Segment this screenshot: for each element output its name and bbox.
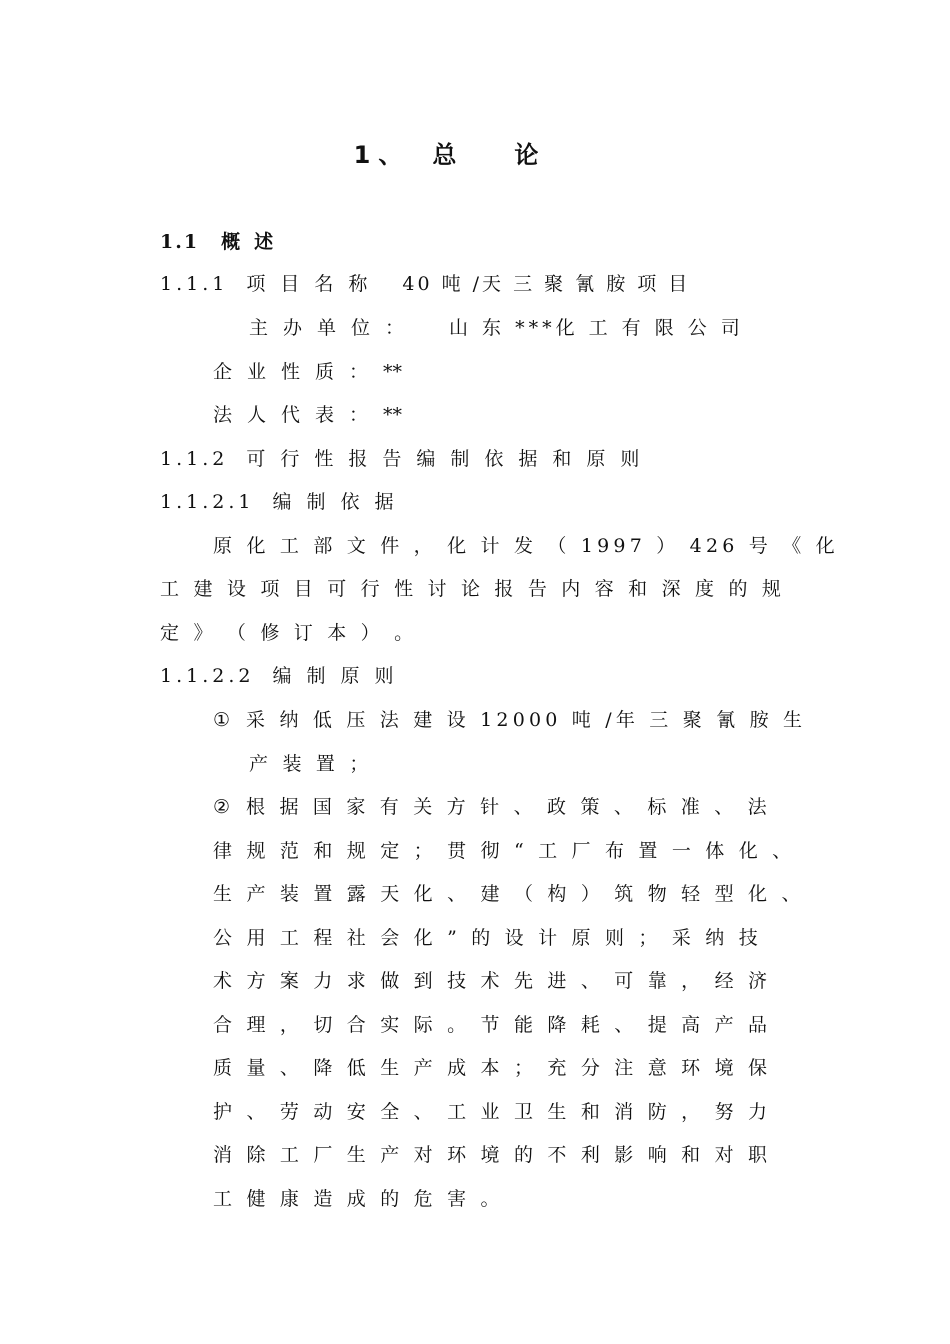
principle-2-line-2: 律 规 范 和 规 定 ； 贯 彻 “ 工 厂 布 置 一 体 化 、	[213, 840, 796, 862]
chapter-title-text: 总论	[432, 141, 597, 169]
principle-1-line-1	[213, 707, 806, 733]
principle-2-line-9: 消 除 工 厂 生 产 对 环 境 的 不 利 影 响 和 对 职	[213, 1144, 772, 1166]
legal-rep-label: 法人代表：	[213, 404, 384, 426]
sponsor-line	[249, 315, 744, 341]
basis-heading	[160, 489, 409, 515]
nature-line	[213, 359, 402, 385]
basis-title: 编制依据	[272, 491, 409, 513]
section-number: 1.1	[160, 231, 200, 253]
principle-2-line-3: 生 产 装 置 露 天 化 、 建 （ 构 ） 筑 物 轻 型 化 、	[213, 883, 805, 905]
principle-2-marker: ②	[213, 796, 231, 818]
legal-rep-value: **	[383, 404, 403, 426]
principle-2-line-7: 质 量 、 降 低 生 产 成 本 ； 充 分 注 意 环 境 保	[213, 1057, 772, 1079]
principle-2-line-8: 护 、 劳 动 安 全 、 工 业 卫 生 和 消 防 ， 努 力	[213, 1101, 772, 1123]
chapter-title	[0, 140, 950, 170]
basis-paragraph-line-1: 原 化 工 部 文 件 ， 化 计 发 （ 1997 ） 426 号 《 化	[213, 535, 839, 557]
item-number: 1.1.2	[160, 448, 229, 470]
basis-principles-heading	[160, 446, 654, 472]
principle-2-line-1	[213, 794, 771, 820]
principle-2-line-6: 合 理 ， 切 合 实 际 。 节 能 降 耗 、 提 高 产 品	[213, 1014, 772, 1036]
principle-2-line-5: 术 方 案 力 求 做 到 技 术 先 进 、 可 靠 ， 经 济	[213, 970, 772, 992]
item-number: 1.1.1	[160, 273, 229, 295]
legal-rep-line	[213, 402, 402, 428]
principle-2-line-4: 公 用 工 程 社 会 化 ” 的 设 计 原 则 ； 采 纳 技	[213, 927, 762, 949]
principle-2-line-10: 工 健 康 造 成 的 危 害 。	[213, 1188, 504, 1210]
project-name-label: 项目名称	[246, 273, 383, 295]
basis-principles-title: 可行性报告编制依据和原则	[246, 448, 655, 470]
section-heading-1-1	[160, 229, 287, 255]
chapter-number: 1、	[353, 141, 411, 169]
basis-paragraph-line-3: 定 》 （ 修 订 本 ） 。	[160, 622, 418, 644]
principle-1-text: 采 纳 低 压 法 建 设 12000 吨 /年 三 聚 氰 胺 生	[246, 709, 807, 731]
principle-1-marker: ①	[213, 709, 231, 731]
section-title: 概述	[221, 231, 288, 253]
project-name-line	[160, 271, 690, 297]
principles-heading	[160, 663, 409, 689]
principle-2-text: 根 据 国 家 有 关 方 针 、 政 策 、 标 准 、 法	[246, 796, 771, 818]
project-name-value: 40 吨 /天 三 聚 氰 胺 项 目	[402, 273, 691, 295]
item-number: 1.1.2.1	[160, 491, 255, 513]
nature-value: **	[383, 361, 403, 383]
basis-paragraph-line-2: 工 建 设 项 目 可 行 性 讨 论 报 告 内 容 和 深 度 的 规	[160, 578, 786, 600]
sponsor-value: 山 东 ***化 工 有 限 公 司	[449, 317, 744, 339]
nature-label: 企业性质：	[213, 361, 384, 383]
item-number: 1.1.2.2	[160, 665, 255, 687]
principle-1-line-2: 产 装 置 ；	[249, 753, 373, 775]
principles-title: 编制原则	[272, 665, 409, 687]
sponsor-label: 主办单位：	[249, 317, 420, 339]
